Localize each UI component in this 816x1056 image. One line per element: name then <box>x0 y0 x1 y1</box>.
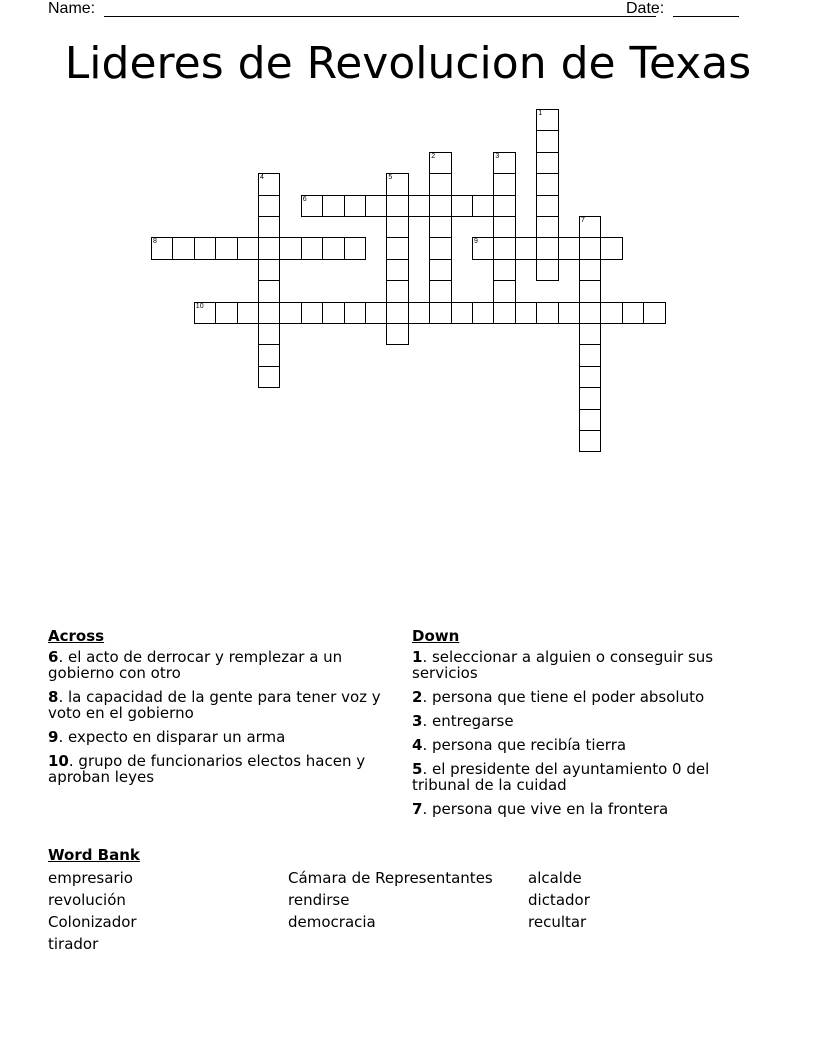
across-clue-6: 6. el acto de derrocar y remplezar a un gobierno con otro <box>48 648 343 682</box>
crossword-cell[interactable] <box>558 302 580 324</box>
down-clue-2: 2. persona que tiene el poder absoluto <box>412 688 705 706</box>
crossword-cell[interactable] <box>258 195 280 217</box>
crossword-cell[interactable] <box>258 237 280 259</box>
crossword-cell[interactable] <box>408 302 430 324</box>
crossword-cell[interactable] <box>429 173 451 195</box>
crossword-cell[interactable] <box>322 195 344 217</box>
crossword-cell[interactable] <box>493 237 515 259</box>
word-bank-item: Cámara de Representantes <box>288 869 493 887</box>
word-bank-item: revolución <box>48 891 126 909</box>
cell-number: 10 <box>195 302 204 310</box>
crossword-cell[interactable] <box>258 173 280 195</box>
word-bank-item: empresario <box>48 869 133 887</box>
word-bank-item: alcalde <box>528 869 582 887</box>
crossword-cell[interactable] <box>600 237 622 259</box>
word-bank-col-3 <box>528 867 590 933</box>
word-bank-item: dictador <box>528 891 590 909</box>
crossword-grid <box>0 0 816 480</box>
crossword-cell[interactable] <box>301 237 323 259</box>
crossword-cell[interactable] <box>536 216 558 238</box>
cell-number: 1 <box>538 110 543 117</box>
down-clue-1: 1. seleccionar a alguien o conseguir sus servicios <box>412 648 714 682</box>
crossword-cell[interactable] <box>237 302 259 324</box>
crossword-cell[interactable] <box>258 344 280 366</box>
word-bank-heading: Word Bank <box>48 846 140 864</box>
crossword-cell[interactable] <box>386 216 408 238</box>
date-label: Date: <box>626 0 665 17</box>
crossword-cell[interactable] <box>536 109 558 131</box>
crossword-cell[interactable] <box>472 195 494 217</box>
crossword-cell[interactable] <box>493 173 515 195</box>
crossword-cell[interactable] <box>301 302 323 324</box>
crossword-cell[interactable] <box>493 195 515 217</box>
crossword-cell[interactable] <box>386 173 408 195</box>
crossword-cell[interactable] <box>258 302 280 324</box>
crossword-cell[interactable] <box>194 237 216 259</box>
crossword-cell[interactable] <box>579 237 601 259</box>
cell-number: 5 <box>388 174 393 182</box>
down-heading: Down <box>412 627 460 645</box>
down-clue-4: 4. persona que recibía tierra <box>412 736 627 754</box>
crossword-cell[interactable] <box>172 237 194 259</box>
crossword-cell[interactable] <box>579 280 601 302</box>
crossword-cell[interactable] <box>429 216 451 238</box>
crossword-cell[interactable] <box>429 195 451 217</box>
crossword-cell[interactable] <box>429 259 451 281</box>
crossword-cell[interactable] <box>279 237 301 259</box>
crossword-cell[interactable] <box>493 152 515 174</box>
word-bank-item: Colonizador <box>48 913 137 931</box>
crossword-cell[interactable] <box>472 302 494 324</box>
across-clue-8: 8. la capacidad de la gente para tener voz y voto en el gobierno <box>48 688 381 722</box>
cell-number: 3 <box>495 152 500 160</box>
word-bank-col-2 <box>288 867 493 933</box>
crossword-cell[interactable] <box>365 302 387 324</box>
crossword-cell[interactable] <box>258 259 280 281</box>
crossword-cell[interactable] <box>622 302 644 324</box>
crossword-cell[interactable] <box>536 237 558 259</box>
crossword-cell[interactable] <box>344 237 366 259</box>
crossword-cell[interactable] <box>365 195 387 217</box>
across-clues <box>48 628 388 793</box>
down-clue-5: 5. el presidente del ayuntamiento 0 del tribunal de la cuidad <box>412 760 710 794</box>
crossword-cell[interactable] <box>493 259 515 281</box>
page-title: Lideres de Revolucion de Texas <box>64 38 752 89</box>
down-clue-3: 3. entregarse <box>412 712 514 730</box>
crossword-cell[interactable] <box>429 302 451 324</box>
crossword-cell[interactable] <box>579 302 601 324</box>
crossword-cell[interactable] <box>258 216 280 238</box>
crossword-cell[interactable] <box>322 237 344 259</box>
crossword-cell[interactable] <box>558 237 580 259</box>
crossword-cell[interactable] <box>579 344 601 366</box>
crossword-cell[interactable] <box>386 259 408 281</box>
crossword-cell[interactable] <box>386 323 408 345</box>
crossword-cell[interactable] <box>151 237 173 259</box>
cell-number: 4 <box>260 174 264 182</box>
crossword-cell[interactable] <box>451 302 473 324</box>
crossword-cell[interactable] <box>493 216 515 238</box>
crossword-cell[interactable] <box>194 302 216 324</box>
crossword-cell[interactable] <box>515 237 537 259</box>
crossword-cell[interactable] <box>386 237 408 259</box>
across-clue-10: 10. grupo de funcionarios electos hacen y aproban leyes <box>48 752 366 786</box>
crossword-cell[interactable] <box>301 195 323 217</box>
crossword-cell[interactable] <box>579 216 601 238</box>
crossword-cell[interactable] <box>579 259 601 281</box>
crossword-cell[interactable] <box>493 280 515 302</box>
crossword-cell[interactable] <box>237 237 259 259</box>
crossword-cell[interactable] <box>536 152 558 174</box>
crossword-cell[interactable] <box>579 430 601 452</box>
cell-number: 7 <box>581 217 585 224</box>
down-clue-7: 7. persona que vive en la frontera <box>412 800 669 818</box>
down-clues <box>412 628 752 825</box>
crossword-cell[interactable] <box>258 280 280 302</box>
crossword-cell[interactable] <box>643 302 665 324</box>
cell-number: 6 <box>302 195 307 203</box>
word-bank-item: rendirse <box>288 891 350 909</box>
crossword-cell[interactable] <box>451 195 473 217</box>
crossword-cell[interactable] <box>429 152 451 174</box>
crossword-cell[interactable] <box>579 387 601 409</box>
crossword-cell[interactable] <box>579 366 601 388</box>
crossword-cell[interactable] <box>429 237 451 259</box>
crossword-cell[interactable] <box>536 173 558 195</box>
crossword-cell[interactable] <box>472 237 494 259</box>
crossword-cell[interactable] <box>515 302 537 324</box>
name-label: Name: <box>48 0 96 17</box>
crossword-cell[interactable] <box>536 259 558 281</box>
word-bank-item: tirador <box>48 935 99 953</box>
crossword-cell[interactable] <box>536 302 558 324</box>
crossword-cell[interactable] <box>408 195 430 217</box>
crossword-cell[interactable] <box>536 195 558 217</box>
across-heading: Across <box>48 627 105 645</box>
across-clue-9: 9. expecto en disparar un arma <box>48 728 286 746</box>
crossword-cell[interactable] <box>258 323 280 345</box>
crossword-cell[interactable] <box>258 366 280 388</box>
cell-number: 9 <box>474 238 478 246</box>
word-bank-item: recultar <box>528 913 587 931</box>
crossword-cell[interactable] <box>344 302 366 324</box>
crossword-cell[interactable] <box>386 280 408 302</box>
word-bank-col-1 <box>48 867 137 955</box>
crossword-cell[interactable] <box>215 302 237 324</box>
crossword-cell[interactable] <box>386 302 408 324</box>
crossword-cell[interactable] <box>429 280 451 302</box>
crossword-cell[interactable] <box>493 302 515 324</box>
crossword-cell[interactable] <box>600 302 622 324</box>
cell-number: 8 <box>153 238 157 246</box>
word-bank-item: democracia <box>288 913 376 931</box>
crossword-cell[interactable] <box>579 323 601 345</box>
cell-number: 2 <box>431 152 436 160</box>
crossword-cell[interactable] <box>215 237 237 259</box>
crossword-cell[interactable] <box>536 130 558 152</box>
crossword-cell[interactable] <box>344 195 366 217</box>
crossword-cell[interactable] <box>279 302 301 324</box>
crossword-cell[interactable] <box>322 302 344 324</box>
crossword-cell[interactable] <box>579 409 601 431</box>
crossword-cell[interactable] <box>386 195 408 217</box>
